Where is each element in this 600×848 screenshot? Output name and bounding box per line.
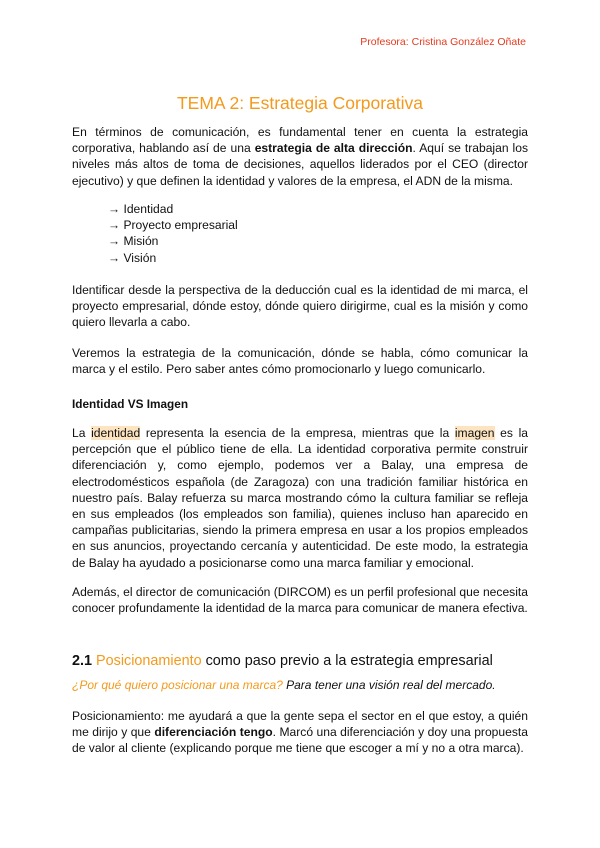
professor-header: Profesora: Cristina González Oñate — [360, 36, 526, 48]
list-item: → Misión — [108, 234, 159, 249]
concept-list — [108, 201, 238, 266]
paragraph-text: es la percepción que el público tiene de ella. La identidad corporativa permite construir diferenciación y, como ejemplo, podemos ver a Balay, una empresa de electrodomésticos española (de Zaragoza) con una tradición familiar histórica en nuestro país. Balay refuerza su marca mostrando cómo la cultura familiar se refleja en sus empleados (los empleados son familia), quienes incluso han aparecido en campañas publicitarias, siendo la primera empresa en usar a los propios empleados en sus anuncios, proyectando cercanía y autenticidad. De este modo, la estrategia de Balay ha ayudado a posicionarse como una marca familiar y emocional. — [72, 426, 528, 570]
dircom-paragraph: Además, el director de comunicación (DIRCOM) es un perfil profesional que necesita conocer profundamente la identidad de la marca para comunicar de manera efectiva. — [72, 585, 528, 616]
paragraph-text: . Marcó una diferenciación y doy una propuesta de valor al cliente (explicando porque me tiene que escoger a mí y no a otra marca). — [72, 725, 528, 756]
identity-image-paragraph — [72, 425, 528, 571]
intro-text-end: . Aquí se trabajan los niveles más altos de toma de decisiones, aquellos liderados por el CEO (director ejecutivo) y que definen la identidad y valores de la empresa, el ADN de la misma. — [72, 141, 529, 188]
intro-text-start: En términos de comunicación, es fundamental tener en cuenta la estrategia corporativa, hablando así de una — [72, 125, 528, 156]
section-keyword: Posicionamiento — [96, 653, 202, 669]
section-heading — [72, 653, 493, 669]
page-title: TEMA 2: Estrategia Corporativa — [176, 93, 424, 113]
list-item: → Identidad — [108, 202, 174, 216]
list-item: → Proyecto empresarial — [108, 218, 238, 233]
paragraph-text: La — [72, 426, 92, 440]
positioning-paragraph — [72, 708, 528, 757]
section-title-rest: como paso previo a la estrategia empresarial — [201, 653, 493, 669]
question-text: ¿Por qué quiero posicionar una marca? — [72, 678, 283, 692]
paragraph-text: representa la esencia de la empresa, mientras que la — [140, 426, 455, 440]
list-item: → Visión — [108, 250, 157, 265]
highlight-identidad: identidad — [91, 426, 141, 440]
question-line — [72, 678, 496, 692]
identity-paragraph: Identificar desde la perspectiva de la deducción cual es la identidad de mi marca, el proyecto empresarial, dónde estoy, dónde quiero dirigirme, cual es la misión y como quiero llevarla a cabo. — [72, 283, 528, 330]
section-number: 2.1 — [72, 653, 93, 669]
paragraph-text: Posicionamiento: me ayudará a que la gente sepa el sector en el que estoy, a quién me dirijo y que — [72, 709, 528, 740]
highlight-imagen: imagen — [454, 426, 495, 440]
answer-text: Para tener una visión real del mercado. — [282, 678, 496, 692]
intro-paragraph — [72, 124, 528, 189]
strategy-paragraph: Veremos la estrategia de la comunicación, dónde se habla, cómo comunicar la marca y el estilo. Pero saber antes cómo promocionarlo y luego comunicarlo. — [72, 346, 528, 377]
intro-bold-term: estrategia de alta dirección — [254, 141, 413, 156]
subheading-identidad-imagen: Identidad VS Imagen — [72, 397, 189, 411]
bold-term: diferenciación tengo — [154, 725, 273, 740]
